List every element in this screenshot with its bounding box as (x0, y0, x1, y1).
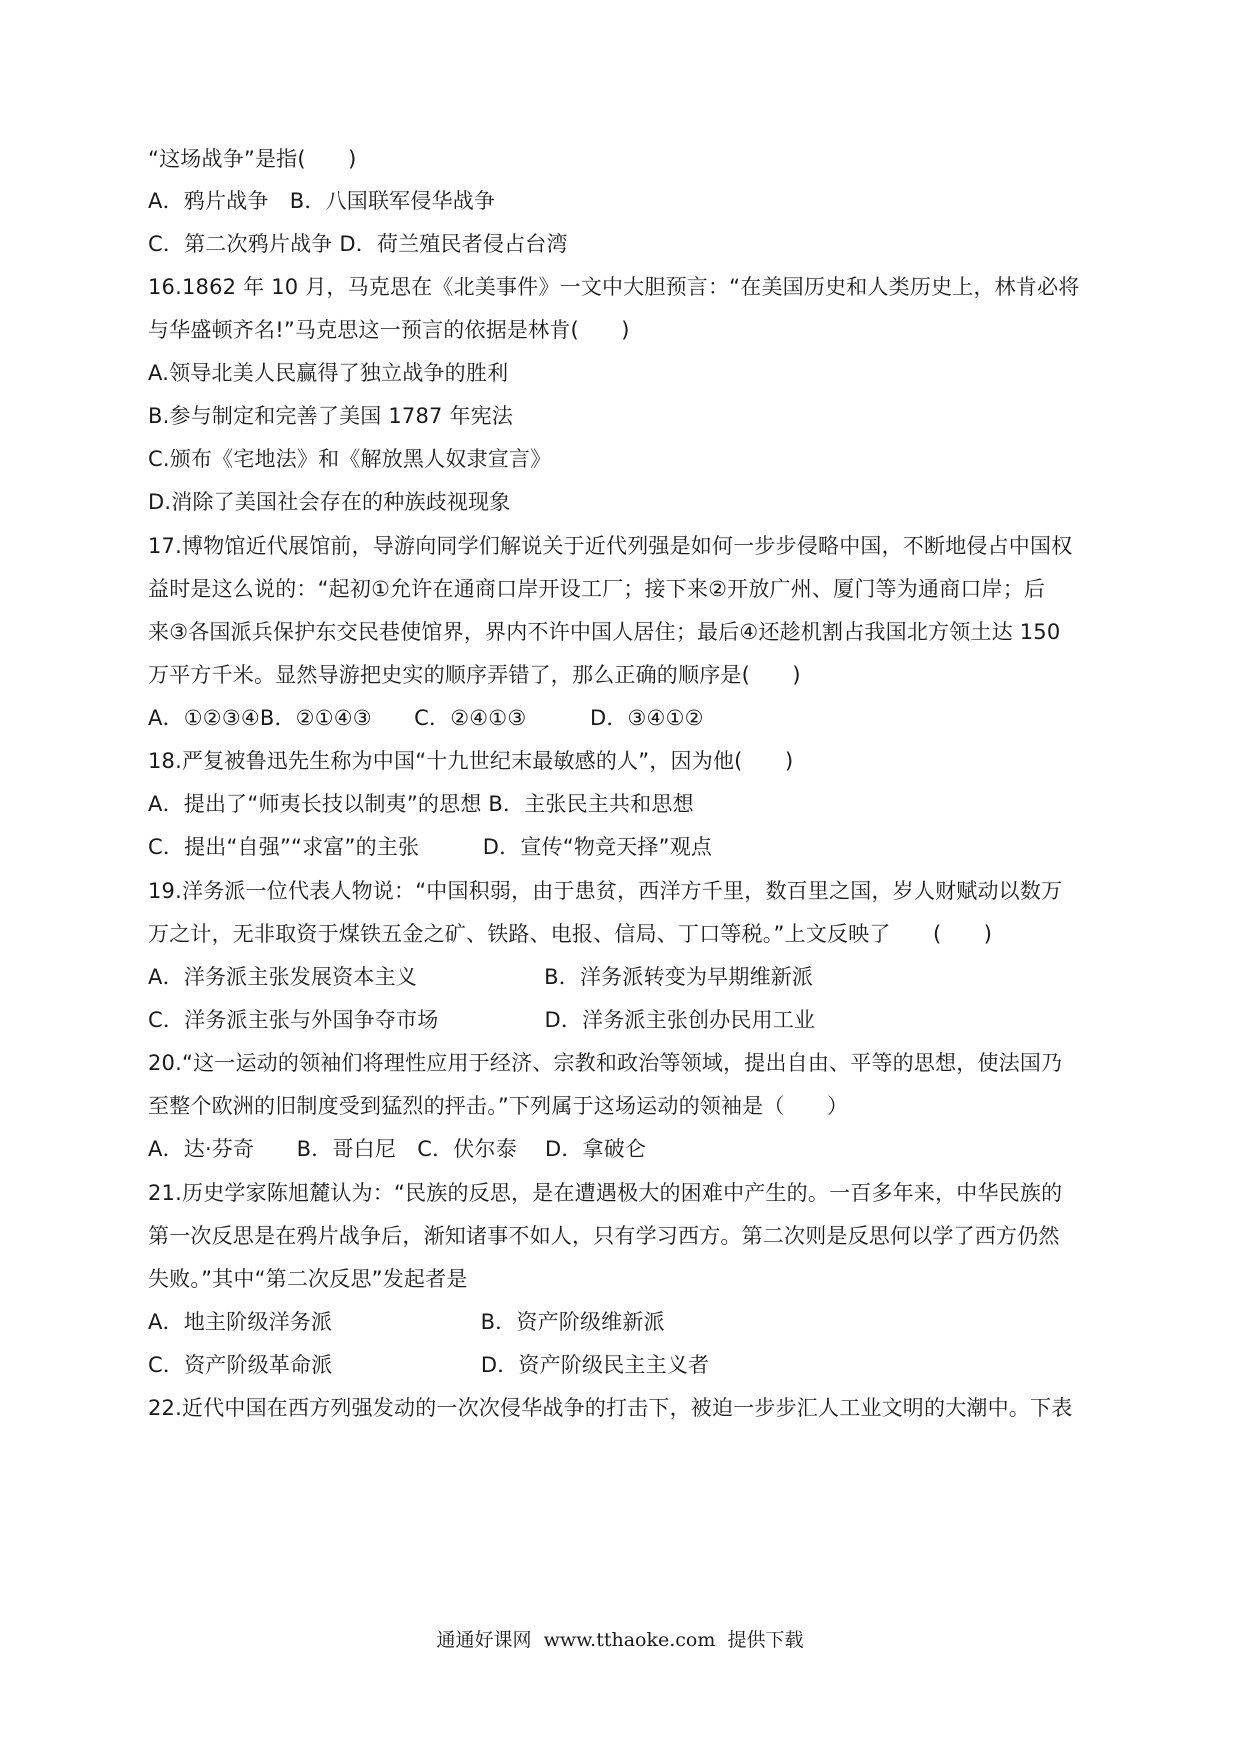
q21-stem-line1: 21.历史学家陈旭麓认为：“民族的反思，是在遭遇极大的困难中产生的。一百多年来，中华民族的 (148, 1181, 1063, 1205)
q16-option-b: B.参与制定和完善了美国 1787 年宪法 (148, 404, 514, 428)
q17-stem-line1: 17.博物馆近代展馆前，导游向同学们解说关于近代列强是如何一步步侵略中国，不断地侵占中国权 (148, 534, 1073, 558)
q16-option-a: A.领导北美人民赢得了独立战争的胜利 (148, 361, 509, 385)
q17-stem-line2: 益时是这么说的：“起初①允许在通商口岸开设工厂；接下来②开放广州、厦门等为通商口岸；后 (148, 577, 1046, 601)
q21-options-ab: A．地主阶级洋务派 B．资产阶级维新派 (148, 1310, 665, 1334)
q18-stem: 18.严复被鲁迅先生称为中国“十九世纪末最敏感的人”，因为他( ) (148, 749, 794, 773)
q16-stem-line1: 16.1862 年 10 月，马克思在《北美事件》一文中大胆预言：“在美国历史和人类历史上，林肯必将 (148, 275, 1080, 299)
q16-option-d: D.消除了美国社会存在的种族歧视现象 (148, 490, 511, 514)
q20-stem-line1: 20.“这一运动的领袖们将理性应用于经济、宗教和政治等领域，提出自由、平等的思想，使法国乃 (148, 1051, 1063, 1075)
q20-options: A．达·芬奇 B．哥白尼 C．伏尔泰 D．拿破仑 (148, 1137, 647, 1161)
q21-stem-line3: 失败。”其中“第二次反思”发起者是 (148, 1267, 468, 1291)
page-footer: 通通好课网 www.tthaoke.com 提供下载 (436, 1629, 804, 1651)
q15-options-ab: A．鸦片战争 B．八国联军侵华战争 (148, 189, 496, 213)
q19-stem-line1: 19.洋务派一位代表人物说：“中国积弱，由于患贫，西洋方千里，数百里之国，岁人财赋动以数万 (148, 879, 1063, 903)
q18-options-cd: C．提出“自强”“求富”的主张 D．宣传“物竞天择”观点 (148, 835, 713, 859)
q15-options-cd: C．第二次鸦片战争 D．荷兰殖民者侵占台湾 (148, 232, 568, 256)
q21-options-cd: C．资产阶级革命派 D．资产阶级民主主义者 (148, 1353, 710, 1377)
q19-options-ab: A．洋务派主张发展资本主义 B．洋务派转变为早期维新派 (148, 965, 814, 989)
q16-option-c: C.颁布《宅地法》和《解放黑人奴隶宣言》 (148, 447, 552, 471)
q18-options-ab: A．提出了“师夷长技以制夷”的思想 B．主张民主共和思想 (148, 792, 694, 816)
q19-options-cd: C．洋务派主张与外国争夺市场 D．洋务派主张创办民用工业 (148, 1008, 816, 1032)
q21-stem-line2: 第一次反思是在鸦片战争后，渐知诸事不如人，只有学习西方。第二次则是反思何以学了西方仍然 (148, 1224, 1060, 1248)
q17-stem-line3: 来③各国派兵保护东交民巷使馆界，界内不许中国人居住；最后④还趁机割占我国北方领土达 150 (148, 620, 1061, 644)
q22-stem-line1: 22.近代中国在西方列强发动的一次次侵华战争的打击下，被迫一步步汇人工业文明的大潮中。下表 (148, 1396, 1073, 1420)
q15-stem-end: “这场战争”是指( ) (148, 147, 357, 171)
q17-options: A．①②③④B．②①④③ C．②④①③ D．③④①② (148, 706, 704, 730)
q20-stem-line2: 至整个欧洲的旧制度受到猛烈的抨击。”下列属于这场运动的领袖是（ ） (148, 1094, 849, 1118)
q17-stem-line4: 万平方千米。显然导游把史实的顺序弄错了，那么正确的顺序是( ) (148, 663, 801, 687)
q16-stem-line2: 与华盛顿齐名!”马克思这一预言的依据是林肯( ) (148, 318, 630, 342)
q19-stem-line2: 万之计，无非取资于煤铁五金之矿、铁路、电报、信局、丁口等税。”上文反映了 ( ) (148, 922, 993, 946)
